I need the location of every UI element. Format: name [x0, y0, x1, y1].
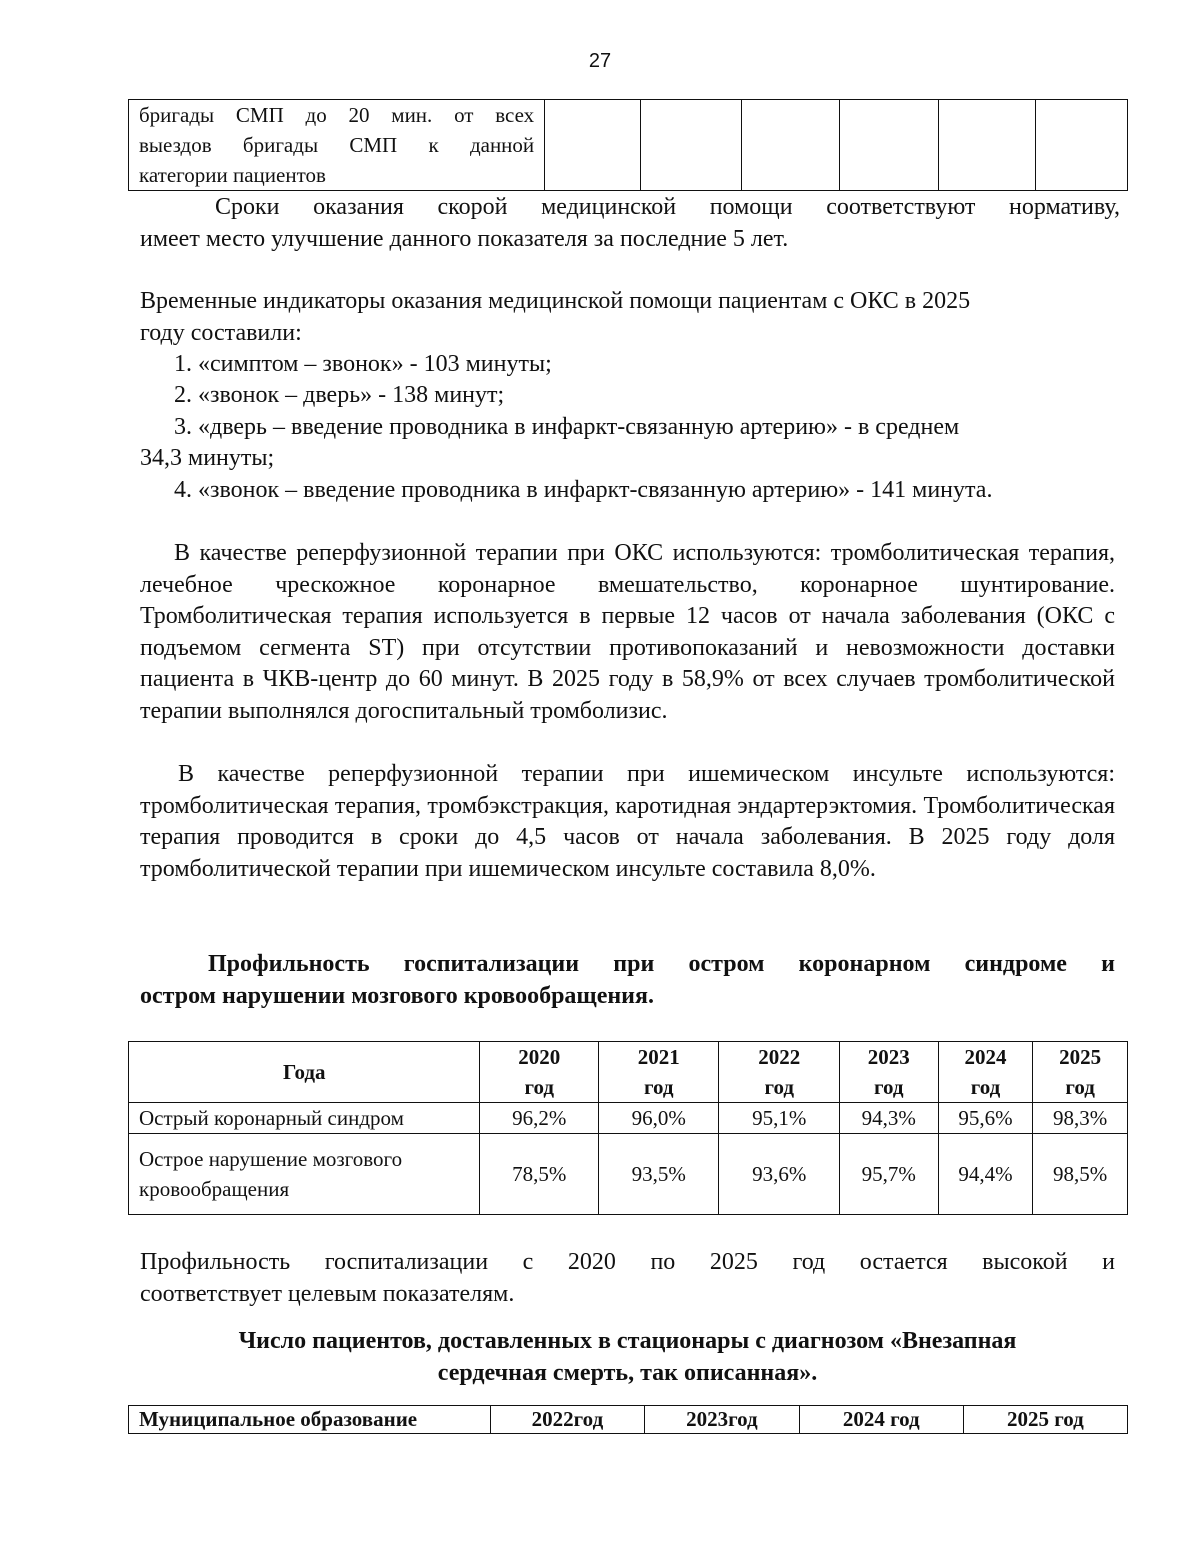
table-header-row	[129, 1406, 1128, 1434]
paragraph-acs-reperfusion: В качестве реперфузионной терапии при ОКС используются: тромболитическая терапия, лечебное чрескожное коронарное вмешательство, коронарное шунтирование. Тромболитическая терапия используется в первые 12 часов от начала заболевания (ОКС с подъемом сегмента ST) при отсутствии противопоказаний и невозможности доставки пациента в ЧКВ-центр до 60 минут. В 2025 году в 58,9% от всех случаев тромболитической терапии выполнялся догоспитальный тромболизис.	[140, 540, 1115, 724]
table-cell: 95,7%	[839, 1134, 938, 1215]
table-cell: 95,1%	[719, 1103, 839, 1134]
year-number: 2023	[867, 1045, 910, 1069]
table-header-label: Года	[129, 1042, 480, 1103]
paragraph-stroke-reperfusion: В качестве реперфузионной терапии при ишемическом инсульте используются: тромболитическая терапия, тромбэкстракция, каротидная эндартерэктомия. Тромболитическая терапия проводится в сроки до 4,5 часов от начала заболевания. В 2025 году доля тромболитической терапии при ишемическом инсульте составила 8,0%.	[140, 761, 1115, 882]
table-cell-empty	[839, 100, 938, 191]
table-header-year	[719, 1042, 839, 1103]
table-cell: 96,2%	[480, 1103, 599, 1134]
description-line-2: выездов бригады СМП к данной	[139, 133, 535, 157]
table-row	[129, 1103, 1128, 1134]
row-label-line: кровообращения	[139, 1177, 290, 1201]
paragraph-line: Временные индикаторы оказания медицинской помощи пациентам с ОКС в 2025	[140, 288, 971, 314]
indicator-item-3: 3. «дверь – введение проводника в инфаркт-связанную артерию» - в среднем	[174, 414, 960, 440]
table-cell: 94,4%	[938, 1134, 1033, 1215]
table-cell-empty	[1036, 100, 1128, 191]
indicator-item-1: 1. «симптом – звонок» - 103 минуты;	[174, 351, 552, 377]
paragraph-line: соответствует целевым показателям.	[140, 1280, 515, 1307]
year-suffix: год	[874, 1075, 904, 1099]
paragraph-line: имеет место улучшение данного показателя за последние 5 лет.	[140, 225, 789, 252]
year-suffix: год	[1065, 1075, 1095, 1099]
table-header-row	[129, 1042, 1128, 1103]
table-header-year	[938, 1042, 1033, 1103]
row-label	[129, 1134, 480, 1215]
year-number: 2021	[637, 1045, 680, 1069]
description-line-3: категории пациентов	[139, 163, 326, 187]
year-number: 2025	[1059, 1045, 1102, 1069]
table-cell-empty	[640, 100, 741, 191]
paragraph-line: Сроки оказания скорой медицинской помощи соответствуют нормативу,	[215, 194, 1120, 220]
hospitalization-profile-table	[128, 1041, 1128, 1215]
table-cell-empty	[545, 100, 640, 191]
page-number: 27	[588, 50, 612, 72]
table-row	[129, 100, 1128, 191]
heading-line: Число пациентов, доставленных в стационары с диагнозом «Внезапная	[238, 1328, 1017, 1354]
description-line-1: бригады СМП до 20 мин. от всех	[139, 103, 535, 127]
table-cell: 95,6%	[938, 1103, 1033, 1134]
paragraph-indicators-intro	[140, 286, 1120, 349]
year-suffix: год	[970, 1075, 1001, 1099]
year-suffix: год	[764, 1075, 794, 1099]
year-number: 2020	[518, 1045, 561, 1069]
table-header-year: 2024 год	[799, 1406, 963, 1434]
table-header-year	[480, 1042, 599, 1103]
indicator-item-3-continued: 34,3 минуты;	[140, 445, 275, 471]
table-row	[129, 1134, 1128, 1215]
table-cell: 93,6%	[719, 1134, 839, 1215]
table-cell: 78,5%	[480, 1134, 599, 1215]
paragraph-ambulance-timing	[140, 192, 1120, 255]
heading-line: сердечная смерть, так описанная».	[437, 1359, 818, 1386]
section-heading-sudden-death	[140, 1326, 1115, 1389]
table-cell: 93,5%	[598, 1134, 718, 1215]
heading-line: остром нарушении мозгового кровообращения.	[140, 982, 654, 1009]
table-cell-empty	[938, 100, 1035, 191]
year-suffix: год	[643, 1075, 674, 1099]
table-header-year	[1033, 1042, 1128, 1103]
paragraph-line: году составили:	[140, 319, 302, 346]
table-cell-description	[129, 100, 545, 191]
table-cell: 98,5%	[1033, 1134, 1128, 1215]
heading-line: Профильность госпитализации при остром коронарном синдроме и	[208, 951, 1115, 977]
table-cell: 98,3%	[1033, 1103, 1128, 1134]
table-header-year	[839, 1042, 938, 1103]
table-header-municipality: Муниципальное образование	[129, 1406, 491, 1434]
table-cell-empty	[742, 100, 839, 191]
table-header-year: 2023год	[645, 1406, 799, 1434]
row-label-line: Острое нарушение мозгового	[139, 1147, 403, 1171]
ambulance-table-continuation	[128, 99, 1128, 191]
paragraph-line: Профильность госпитализации с 2020 по 2025 год остается высокой и	[140, 1249, 1115, 1275]
year-number: 2022	[758, 1045, 801, 1069]
indicator-item-2: 2. «звонок – дверь» - 138 минут;	[174, 382, 505, 408]
paragraph-profile-summary	[140, 1247, 1115, 1310]
indicator-item-4: 4. «звонок – введение проводника в инфаркт-связанную артерию» - 141 минута.	[174, 477, 993, 503]
sudden-death-table	[128, 1405, 1128, 1434]
table-header-year	[598, 1042, 718, 1103]
section-heading-profile	[140, 949, 1115, 1012]
year-number: 2024	[964, 1045, 1007, 1069]
table-cell: 94,3%	[839, 1103, 938, 1134]
table-header-year: 2022год	[490, 1406, 644, 1434]
table-cell: 96,0%	[598, 1103, 718, 1134]
table-header-year: 2025 год	[963, 1406, 1127, 1434]
row-label: Острый коронарный синдром	[129, 1103, 480, 1134]
year-suffix: год	[524, 1075, 554, 1099]
